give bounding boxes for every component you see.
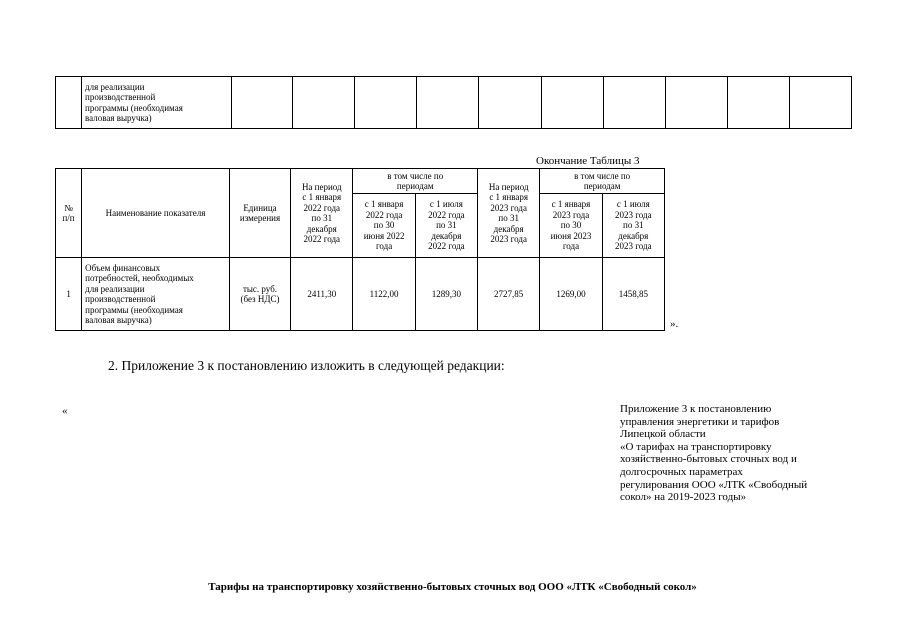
appendix-line: долгосрочных параметрах bbox=[620, 465, 743, 478]
fragment-line: валовая выручка) bbox=[85, 113, 152, 123]
fragment-line: программы (необходимая bbox=[85, 102, 183, 113]
fragment-cell bbox=[603, 77, 665, 129]
tariff-table bbox=[55, 168, 665, 331]
header-period-2023: На период с 1 января 2023 года по 31 декабря 2023 года bbox=[478, 169, 540, 258]
fragment-cell bbox=[727, 77, 789, 129]
tariff-title: Тарифы на транспортировку хозяйственно-бытовых сточных вод ООО «ЛТК «Свободный сокол» bbox=[208, 581, 697, 593]
fragment-cell bbox=[232, 77, 293, 129]
header-h1-2022: с 1 января 2022 года по 30 июня 2022 года bbox=[353, 194, 415, 258]
appendix-line: управления энергетики и тарифов bbox=[620, 415, 780, 428]
row-num: 1 bbox=[56, 258, 82, 331]
row-value-2022: 2411,30 bbox=[291, 258, 353, 331]
row-value-h1-2022: 1122,00 bbox=[353, 258, 415, 331]
header-h1-2023: с 1 января 2023 года по 30 июня 2023 года bbox=[540, 194, 602, 258]
fragment-cell bbox=[479, 77, 541, 129]
row-unit: тыс. руб. (без НДС) bbox=[229, 258, 290, 331]
header-period-2022: На период с 1 января 2022 года по 31 декабря 2022 года bbox=[291, 169, 353, 258]
row-value-h2-2023: 1458,85 bbox=[602, 258, 664, 331]
appendix-line: Приложение 3 к постановлению bbox=[620, 403, 772, 415]
table-row bbox=[56, 258, 665, 331]
fragment-cell bbox=[789, 77, 851, 129]
header-incl-periods-2022: в том числе по периодам bbox=[353, 169, 478, 194]
fragment-cell bbox=[417, 77, 479, 129]
appendix-line: хозяйственно-бытовых сточных вод и bbox=[620, 453, 797, 466]
header-h2-2023: с 1 июля 2023 года по 31 декабря 2023 года bbox=[602, 194, 664, 258]
fragment-cell bbox=[541, 77, 603, 129]
fragment-cell bbox=[293, 77, 355, 129]
appendix-line: сокол» на 2019-2023 годы» bbox=[620, 491, 747, 504]
closing-quote: ». bbox=[670, 318, 679, 330]
fragment-line: производственной bbox=[85, 92, 156, 102]
table-caption: Окончание Таблицы 3 bbox=[536, 155, 640, 167]
fragment-cell bbox=[355, 77, 417, 129]
appendix-line: Липецкой области bbox=[620, 428, 706, 441]
header-num: № п/п bbox=[56, 169, 82, 258]
fragment-name-cell bbox=[82, 77, 232, 129]
header-h2-2022: с 1 июля 2022 года по 31 декабря 2022 года bbox=[415, 194, 477, 258]
row-name: Объем финансовых потребностей, необходимых для реализации производственной программы (необходимая валовая выручка) bbox=[82, 258, 230, 331]
header-unit: Единица измерения bbox=[229, 169, 290, 258]
appendix-line: регулирования ООО «ЛТК «Свободный bbox=[620, 478, 808, 491]
appendix-header bbox=[620, 403, 860, 504]
appendix-line: «О тарифах на транспортировку bbox=[620, 440, 772, 453]
row-value-h2-2022: 1289,30 bbox=[415, 258, 477, 331]
paragraph-item-2: 2. Приложение 3 к постановлению изложить в следующей редакции: bbox=[108, 358, 505, 373]
header-name: Наименование показателя bbox=[82, 169, 230, 258]
fragment-cell bbox=[665, 77, 727, 129]
opening-quote: « bbox=[62, 405, 68, 417]
previous-table-fragment bbox=[55, 76, 852, 129]
fragment-num-cell bbox=[56, 77, 82, 129]
row-value-2023: 2727,85 bbox=[478, 258, 540, 331]
header-incl-periods-2023: в том числе по периодам bbox=[540, 169, 665, 194]
fragment-line: для реализации bbox=[85, 81, 145, 92]
row-value-h1-2023: 1269,00 bbox=[540, 258, 602, 331]
